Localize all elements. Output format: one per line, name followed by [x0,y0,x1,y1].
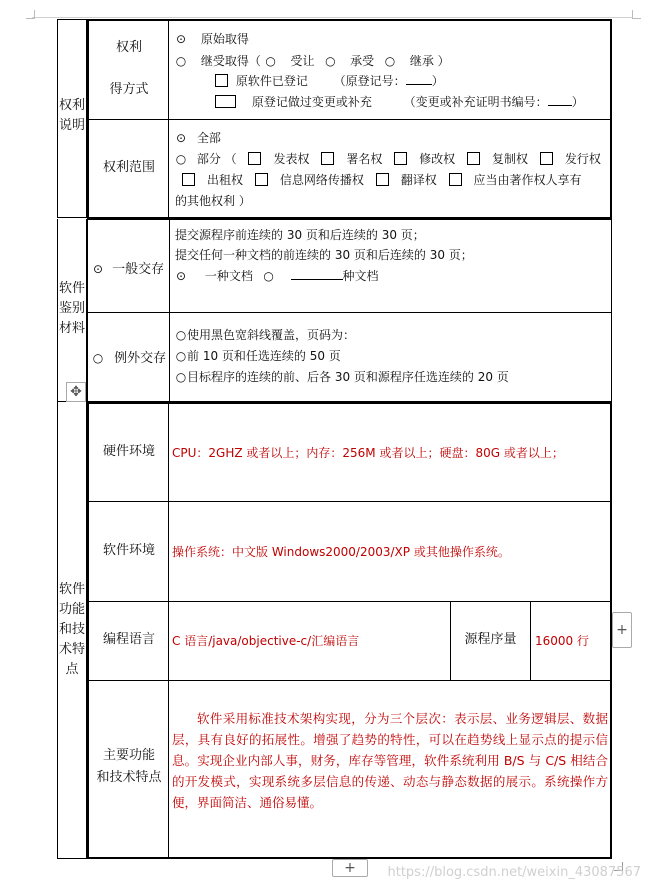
checkbox-icon[interactable] [321,152,334,165]
doc-count-field[interactable] [291,279,343,280]
right-copy-label: 复制权 [492,152,529,166]
radio-selected-icon[interactable]: ⊙ [175,131,187,145]
reg-no-label: （原登记号： [333,74,406,88]
radio-empty-icon[interactable]: ○ [263,269,274,283]
checkbox-icon[interactable] [394,152,407,165]
right-rent-label: 出租权 [207,173,244,187]
acquire-inherit-options [175,52,450,69]
general-line1: 提交源程序前连续的 30 页和后连续的 30 页； [175,228,425,242]
radio-selected-icon[interactable]: ⊙ [175,269,187,283]
acquire-assign-label: 受让 [290,54,315,68]
checkbox-icon[interactable] [215,95,236,108]
checkbox-icon[interactable] [467,152,480,165]
right-publish-label: 发表权 [273,152,310,166]
radio-empty-icon[interactable]: ○ [265,54,276,68]
checkbox-icon[interactable] [540,152,553,165]
radio-empty-icon[interactable]: ○ [175,370,187,384]
exception-line3-text: 目标程序的连续的前、后各 30 页和源程序任选连续的 20 页 [187,370,509,384]
acquire-original-label: 原始取得 [200,32,249,46]
scope-rights-row2 [182,171,582,188]
checkbox-icon[interactable] [182,173,195,186]
registered-label: 原软件已登记 [235,74,308,88]
features-col-divider [530,602,531,680]
right-sign-label: 署名权 [346,152,383,166]
materials-section-label: 软件鉴别材料 [58,281,85,336]
add-row-button[interactable]: + [332,859,368,877]
exception-line2-text: 前 10 页和任选连续的 50 页 [187,349,341,363]
scope-part-row [175,150,601,167]
doc-other-label: 种文档 [342,269,379,283]
exception-line1 [175,326,355,343]
materials-col-divider [169,220,170,401]
general-doc-row [175,267,379,284]
watermark: https://blog.csdn.net/weixin_43087567 [387,865,641,880]
radio-empty-icon[interactable]: ○ [92,351,104,365]
change-no-label: （变更或补充证明书编号： [403,95,548,109]
right-network-label: 信息网络传播权 [279,173,364,187]
main-features-label-line1: 主要功能 [102,748,155,763]
radio-selected-icon[interactable]: ⊙ [175,32,187,46]
rights-section-label: 权利说明 [58,98,85,133]
features-section-label: 软件功能和技术特点 [58,582,85,677]
right-distribute-label: 发行权 [564,152,601,166]
doc-one-label: 一种文档 [204,269,253,283]
radio-empty-icon[interactable]: ○ [175,349,187,363]
margin-corner-mark [632,10,641,19]
checkbox-icon[interactable] [449,173,462,186]
change-no-field[interactable] [548,105,572,106]
radio-empty-icon[interactable]: ○ [175,328,187,342]
scope-tail: 的其他权利 ） [175,194,251,208]
radio-empty-icon[interactable]: ○ [175,54,187,68]
acquire-bear-label: 承受 [350,54,375,68]
changed-row [215,93,584,110]
reg-no-close: ） [431,74,444,88]
margin-corner-mark [26,10,35,19]
hardware-value[interactable]: CPU：2GHZ 或者以上；内存：256M 或者以上；硬盘：80G 或者以上； [172,446,564,460]
acquire-inherit-label: 继受取得（ [200,54,261,68]
acquire-original-option[interactable] [175,30,249,47]
main-features-value[interactable]: 软件采用标准技术架构实现，分为三个层次：表示层、业务逻辑层、数据层，具有良好的拓展性。增强了趋势的特性，可以在趋势线上显示点的提示信息。实现企业内部人事，财务，库存等管理，软件系统利用 B/S 与 C/S 相结合的开发模式，实现系统多层信息的传递、动态与静态数据的展示。系统操作方便，界面简洁、通俗易懂。 [172,711,608,810]
page-top-line [32,17,632,18]
add-column-button[interactable]: + [612,612,632,648]
exception-line1-text: 使用黑色宽斜线覆盖，页码为： [187,328,356,342]
exception-line3 [175,368,509,385]
checkbox-icon[interactable] [255,173,268,186]
hardware-label: 硬件环境 [102,444,155,459]
code-lines-label: 源程序量 [464,632,517,647]
features-col-divider [168,404,169,857]
checkbox-icon[interactable] [376,173,389,186]
checkbox-icon[interactable] [248,152,261,165]
scope-label: 权利范围 [102,160,155,175]
language-label: 编程语言 [102,632,155,647]
right-modify-label: 修改权 [419,152,456,166]
general-line2: 提交任何一种文档的前连续的 30 页和后连续的 30 页； [175,248,473,262]
change-no-close: ） [571,95,584,109]
exception-deposit-label: 例外交存 [114,351,167,366]
software-label: 软件环境 [102,543,155,558]
language-value[interactable]: C 语言/java/objective-c/汇编语言 [172,634,360,648]
rights-col-divider [168,21,169,217]
acquire-label-line1: 权利 [115,40,142,55]
general-deposit-option[interactable] [92,258,164,277]
acquire-succeed-label: 继承 ） [409,54,450,68]
scope-all-option[interactable] [175,129,221,146]
right-other-label: 应当由著作权人享有 [473,173,582,187]
materials-row-divider [88,312,611,313]
right-translate-label: 翻译权 [400,173,437,187]
radio-empty-icon[interactable]: ○ [384,54,396,68]
exception-line2 [175,347,341,364]
radio-empty-icon[interactable]: ○ [175,152,187,166]
changed-label: 原登记做过变更或补充 [251,95,372,109]
radio-empty-icon[interactable]: ○ [325,54,336,68]
reg-no-field[interactable] [406,84,432,85]
checkbox-icon[interactable] [215,74,228,87]
scope-all-label: 全部 [196,131,221,145]
registered-row [215,72,444,89]
scope-part-label: 部分 （ [196,152,237,166]
code-lines-value[interactable]: 16000 行 [535,634,589,648]
acquire-label-line2: 得方式 [109,82,149,97]
exception-deposit-option[interactable] [92,347,166,366]
table-move-handle-icon[interactable]: ✥ [66,382,86,402]
main-features-label-line2: 和技术特点 [96,770,162,785]
general-deposit-label: 一般交存 [112,262,165,277]
radio-selected-icon[interactable]: ⊙ [92,262,104,276]
software-value[interactable]: 操作系统：中文版 Windows2000/2003/XP 或其他操作系统。 [172,545,510,559]
